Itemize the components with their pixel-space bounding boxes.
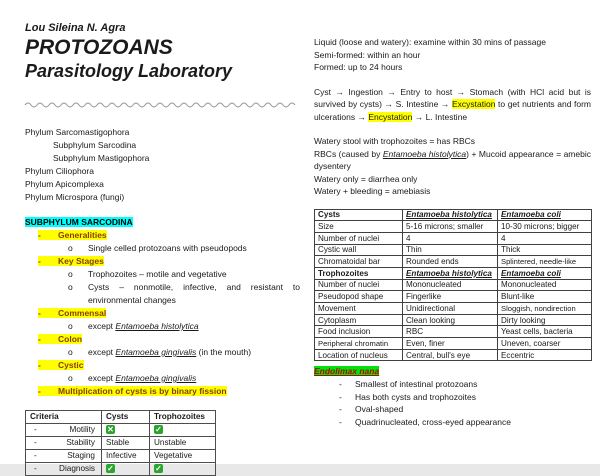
criteria-cell: - Diagnosis [26, 462, 102, 475]
header-cell: Trophozoites [150, 410, 216, 423]
value-cell: Unstable [150, 436, 216, 449]
bullet-text: Oval-shaped [355, 404, 404, 415]
circle-bullet: o [68, 346, 73, 357]
lifecycle-step: Ingestion [348, 86, 383, 97]
lifecycle-step: to get nutrients and form ulcerations [314, 99, 591, 122]
value-cell: Stable [102, 436, 150, 449]
header-cell: Criteria [26, 410, 102, 423]
phylum-item: Phylum Apicomplexa [25, 178, 104, 189]
finding-line [314, 148, 591, 173]
value-cell: Mononucleated [403, 279, 498, 291]
table-row [315, 279, 592, 291]
value-cell: Even, finer [403, 338, 498, 350]
sub-list-item [25, 268, 300, 281]
timing-line: Semi-formed: within an hour [314, 49, 421, 60]
value-cell: Mononucleated [498, 279, 592, 291]
lifecycle-step: Cyst [314, 86, 331, 97]
bullet-label: Multiplication of cysts is by binary fission [58, 385, 227, 396]
dash-bullet: - [339, 416, 342, 427]
finding-line: Watery only = diarrhea only [314, 173, 418, 184]
subphylum-item: Subphylum Sarcodina [53, 139, 137, 150]
table-row [315, 338, 592, 350]
criteria-cell: - Motility [26, 423, 102, 436]
list-item [314, 403, 591, 416]
wavy-divider [25, 95, 300, 113]
sub-bullet-text [88, 346, 300, 359]
lifecycle-paragraph [314, 86, 591, 124]
check-icon: ✓ [155, 464, 162, 474]
section-heading-sarcodina [25, 217, 300, 227]
list-item [25, 229, 300, 242]
arrow-icon: → [387, 86, 396, 97]
dash-bullet: - [38, 359, 41, 370]
bullet-label: Generalities [58, 229, 107, 240]
section-heading-endolimax [314, 366, 591, 376]
table-row [315, 314, 592, 326]
left-column [25, 22, 300, 476]
sub-list-item [25, 320, 300, 333]
criteria-table [25, 410, 216, 476]
bullet-label: Commensal [58, 307, 107, 318]
value-cell: Thin [403, 244, 498, 256]
value-cell: Unidirectional [403, 303, 498, 315]
table-row [315, 256, 592, 268]
phylum-item: Phylum Microspora (fungi) [25, 191, 125, 202]
highlighted-heading: SUBPHYLUM SARCODINA [25, 216, 133, 227]
finding-line: Watery stool with trophozoites = has RBCs [314, 136, 476, 146]
arrow-icon: → [456, 86, 466, 97]
dash-bullet: - [38, 229, 41, 240]
row-label-cell: Movement [315, 303, 403, 315]
sub-list-item [25, 281, 300, 307]
page-title: PROTOZOANS [25, 36, 173, 59]
table-row [315, 232, 592, 244]
stool-findings-paragraph [314, 135, 591, 198]
page-subtitle: Parasitology Laboratory [25, 61, 233, 82]
finding-line: Watery + bleeding = amebiasis [314, 186, 431, 196]
value-cell [102, 423, 150, 436]
sarcodina-bullet-list [25, 229, 300, 398]
sub-list-item [25, 372, 300, 385]
table-header-row [315, 209, 592, 221]
arrow-icon: → [440, 99, 450, 109]
arrow-icon: → [357, 111, 366, 122]
sub-bullet-text [88, 372, 300, 385]
except-text: except [88, 320, 114, 331]
circle-bullet: o [68, 242, 73, 253]
arrow-icon: → [414, 111, 424, 122]
bullet-label: Cystic [58, 359, 84, 370]
value-cell: Dirty looking [498, 314, 592, 326]
table-header-row [26, 410, 216, 423]
highlighted-term: Encystation [368, 111, 413, 122]
value-cell: Yeast cells, bacteria [498, 326, 592, 338]
except-text: except [88, 372, 114, 383]
finding-text: RBCs (caused by [314, 148, 381, 159]
row-label-cell: Location of nucleus [315, 349, 403, 361]
circle-bullet: o [68, 372, 73, 383]
lifecycle-step: S. Intestine [395, 99, 439, 109]
row-label-cell: Cytoplasm [315, 314, 403, 326]
value-cell: Central, bull's eye [403, 349, 498, 361]
value-cell: Sloggish, nondirection [498, 303, 592, 315]
value-cell: Splintered, needle-like [498, 256, 592, 268]
row-label-cell: Food inclusion [315, 326, 403, 338]
lifecycle-step: Entry to host [400, 86, 453, 97]
list-item [314, 416, 591, 429]
table-row [26, 423, 216, 436]
bullet-text: Smallest of intestinal protozoans [355, 379, 478, 390]
header-cell: Trophozoites [315, 267, 403, 279]
table-row [315, 349, 592, 361]
value-cell [150, 462, 216, 475]
criteria-cell: - Staging [26, 449, 102, 462]
species-header-cell: Entamoeba coli [498, 267, 592, 279]
bullet-text: Has both cysts and trophozoites [355, 391, 476, 402]
value-cell [102, 462, 150, 475]
list-item [25, 333, 300, 346]
value-cell [150, 423, 216, 436]
row-label-cell: Pseudopod shape [315, 291, 403, 303]
sub-bullet-text: Cysts – nonmotile, infective, and resistant to environmental changes [88, 281, 300, 305]
value-cell: Infective [102, 449, 150, 462]
row-label-cell: Size [315, 221, 403, 233]
sub-list-item [25, 346, 300, 359]
species-name: Entamoeba gingivalis [115, 346, 197, 357]
list-item [25, 359, 300, 372]
table-row [315, 244, 592, 256]
value-cell: Blunt-like [498, 291, 592, 303]
author-name: Lou Sileina N. Agra [25, 22, 126, 34]
value-cell: Uneven, coarser [498, 338, 592, 350]
arrow-icon: → [384, 99, 394, 109]
row-label-cell: Number of nuclei [315, 279, 403, 291]
timing-line: Liquid (loose and watery): examine within 30 mins of passage [314, 37, 546, 47]
suffix-text: (in the mouth) [198, 346, 252, 357]
dash-bullet: - [339, 379, 342, 390]
phylum-item: Phylum Sarcomastigophora [25, 126, 130, 137]
row-label-cell: Number of nuclei [315, 232, 403, 244]
highlighted-heading: Endolimax nana [314, 366, 380, 377]
dash-bullet: - [38, 255, 41, 266]
value-cell: Fingerlike [403, 291, 498, 303]
criteria-cell: - Stability [26, 436, 102, 449]
header-cell: Cysts [102, 410, 150, 423]
highlighted-term: Excystation [452, 99, 496, 109]
list-item [314, 391, 591, 404]
bullet-text: Quadrinucleated, cross-eyed appearance [355, 416, 511, 427]
header-cell: Cysts [315, 209, 403, 221]
species-header-cell: Entamoeba coli [498, 209, 592, 221]
dash-bullet: - [38, 333, 41, 344]
phylum-item: Phylum Ciliophora [25, 165, 94, 176]
amoeba-comparison-table [314, 209, 592, 362]
table-row [315, 291, 592, 303]
sub-bullet-text: Single celled protozoans with pseudopods [88, 242, 247, 253]
circle-bullet: o [68, 268, 73, 279]
value-cell: 10-30 microns; bigger [498, 221, 592, 233]
list-item [314, 378, 591, 391]
value-cell: 5-16 microns; smaller [403, 221, 498, 233]
row-label-cell: Cystic wall [315, 244, 403, 256]
species-name: Entamoeba histolytica [382, 148, 467, 159]
timing-line: Formed: up to 24 hours [314, 62, 403, 72]
bullet-label: Colon [58, 333, 83, 344]
arrow-icon: → [335, 86, 344, 97]
value-cell: Vegetative [150, 449, 216, 462]
sub-list-item [25, 242, 300, 255]
right-column [314, 36, 591, 428]
dash-bullet: - [339, 404, 342, 415]
species-name: Entamoeba histolytica [115, 320, 199, 331]
check-icon: ✓ [155, 425, 162, 435]
circle-bullet: o [68, 281, 73, 292]
finding-text: ) + Mucoid appearance = amebic dysentery [314, 148, 591, 171]
sub-bullet-text: Trophozoites – motile and vegetative [88, 268, 227, 279]
lifecycle-step: L. Intestine [425, 111, 468, 122]
table-row [26, 449, 216, 462]
table-row [26, 436, 216, 449]
cross-icon: ✕ [107, 425, 114, 435]
species-header-cell: Entamoeba histolytica [403, 267, 498, 279]
table-row [315, 326, 592, 338]
row-label-cell: Peripheral chromatin [315, 338, 403, 350]
table-header-row [315, 267, 592, 279]
value-cell: Thick [498, 244, 592, 256]
endolimax-bullet-list [314, 378, 591, 428]
bullet-label: Key Stages [58, 255, 104, 266]
value-cell: 4 [498, 232, 592, 244]
except-text: except [88, 346, 114, 357]
sub-bullet-text [88, 320, 300, 333]
dash-bullet: - [339, 391, 342, 402]
value-cell: Rounded ends [403, 256, 498, 268]
table-row [315, 221, 592, 233]
row-label-cell: Chromatoidal bar [315, 256, 403, 268]
dash-bullet: - [38, 307, 41, 318]
list-item [25, 385, 300, 398]
list-item [25, 255, 300, 268]
value-cell: Clean looking [403, 314, 498, 326]
lifecycle-step: Stomach (with HCl acid but is survived by cysts) [314, 86, 591, 109]
dash-bullet: - [38, 385, 41, 396]
value-cell: Eccentric [498, 349, 592, 361]
value-cell: 4 [403, 232, 498, 244]
species-name: Entamoeba gingivalis [115, 372, 197, 383]
list-item [25, 307, 300, 320]
phyla-list [25, 126, 300, 204]
table-row [315, 303, 592, 315]
check-icon: ✓ [107, 464, 114, 474]
circle-bullet: o [68, 320, 73, 331]
subphylum-item: Subphylum Mastigophora [53, 152, 150, 163]
species-header-cell: Entamoeba histolytica [403, 209, 498, 221]
stool-timing-paragraph [314, 36, 591, 74]
value-cell: RBC [403, 326, 498, 338]
table-row [26, 462, 216, 475]
